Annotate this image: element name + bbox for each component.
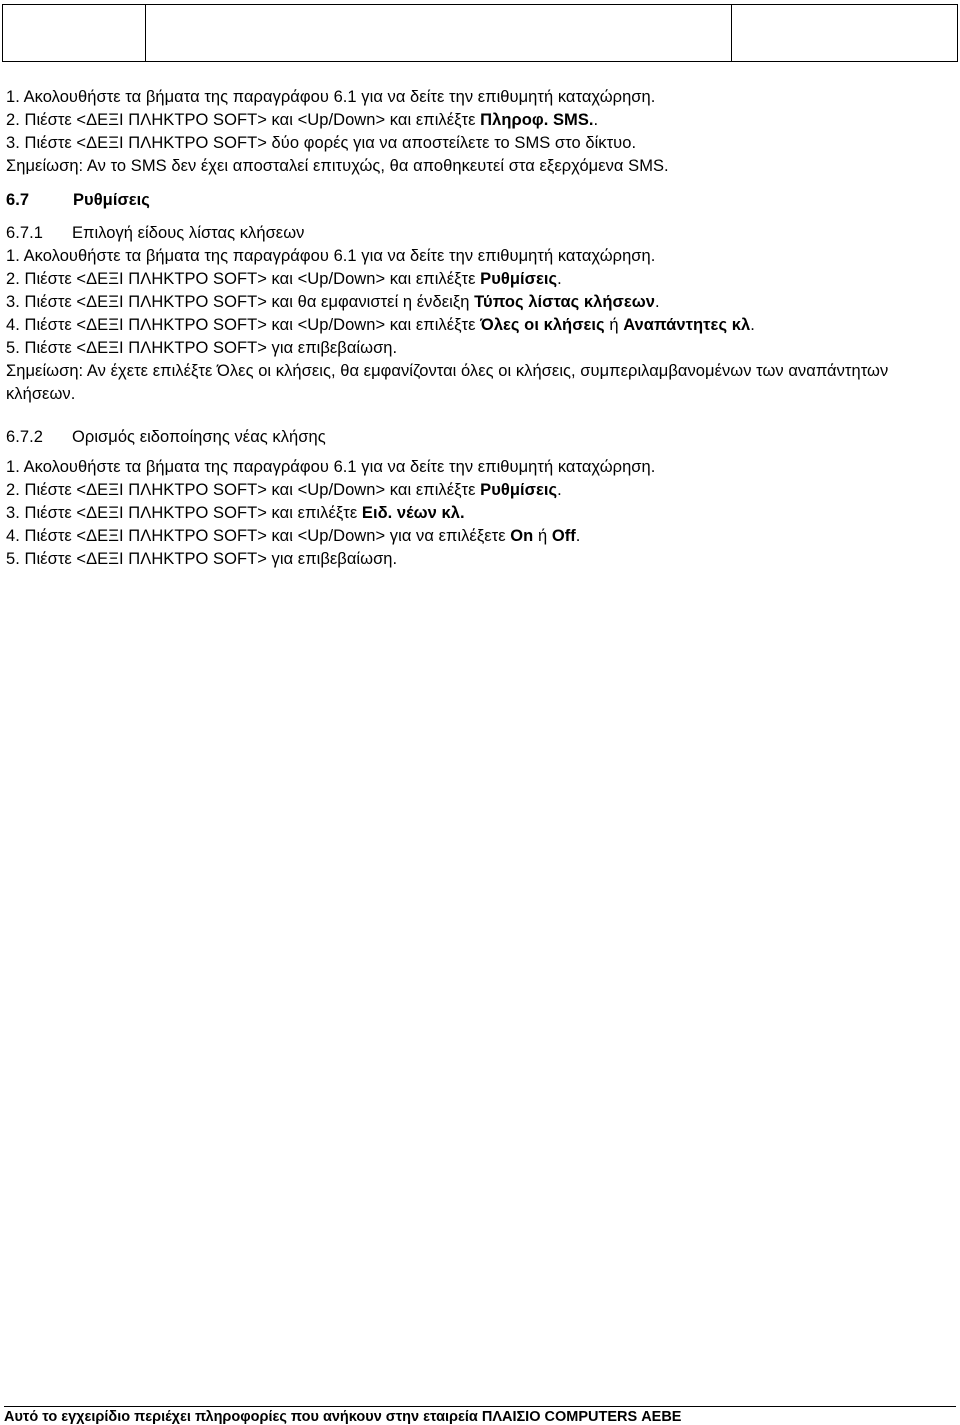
- s671-step-3-bold: Τύπος λίστας κλήσεων: [474, 293, 655, 311]
- s672-step-1: 1. Ακολουθήστε τα βήματα της παραγράφου 6.1 για να δείτε την επιθυμητή καταχώρηση.: [6, 458, 656, 476]
- s671-step-2-text: 2. Πιέστε <ΔΕΞΙ ΠΛΗΚΤΡΟ SOFT> και <Up/Down> και επιλέξτε: [6, 270, 481, 288]
- s671-step-4-text: 4. Πιέστε <ΔΕΞΙ ΠΛΗΚΤΡΟ SOFT> και <Up/Down> και επιλέξτε: [6, 316, 481, 334]
- section-number: 6.7.2: [6, 428, 43, 446]
- s672-step-4-suffix: .: [575, 527, 581, 545]
- page-header-table: [2, 4, 958, 62]
- s672-step-3-text: 3. Πιέστε <ΔΕΞΙ ΠΛΗΚΤΡΟ SOFT> και επιλέξτε: [6, 504, 362, 522]
- section-title: Ορισμός ειδοποίησης νέας κλήσης: [72, 428, 326, 446]
- s671-step-4-mid: ή: [604, 316, 624, 334]
- s671-step-3-suffix: .: [654, 293, 660, 311]
- s671-step-4-bold-2: Αναπάντητες κλ: [623, 316, 751, 334]
- s671-step-2-suffix: .: [557, 270, 562, 288]
- s672-step-2-text: 2. Πιέστε <ΔΕΞΙ ΠΛΗΚΤΡΟ SOFT> και <Up/Down> και επιλέξτε: [6, 481, 481, 499]
- s672-step-2-bold: Ρυθμίσεις: [480, 481, 558, 499]
- section-6-7-2-heading: [6, 426, 950, 449]
- header-info-cell: [732, 5, 957, 61]
- s671-step-2: [6, 268, 950, 291]
- s671-step-4: [6, 314, 950, 337]
- s672-step-3-bold: Ειδ. νέων κλ.: [361, 504, 465, 522]
- header-title-cell: [146, 5, 732, 61]
- top-step-2: [6, 109, 950, 132]
- s672-step-2-suffix: .: [557, 481, 562, 499]
- s671-step-4-suffix: .: [750, 316, 755, 334]
- s672-step-4-text: 4. Πιέστε <ΔΕΞΙ ΠΛΗΚΤΡΟ SOFT> και <Up/Down> για να επιλέξετε: [6, 527, 511, 545]
- document-body: [6, 86, 950, 571]
- top-step-2-bold: Πληροφ. SMS.: [480, 111, 594, 129]
- section-number: 6.7: [6, 191, 30, 209]
- top-step-2-text: 2. Πιέστε <ΔΕΞΙ ΠΛΗΚΤΡΟ SOFT> και <Up/Down> και επιλέξτε: [6, 111, 481, 129]
- s671-step-2-bold: Ρυθμίσεις: [480, 270, 558, 288]
- s671-step-4-bold-1: Όλες οι κλήσεις: [480, 316, 605, 334]
- s672-step-2: [6, 479, 950, 502]
- s671-step-3-text: 3. Πιέστε <ΔΕΞΙ ΠΛΗΚΤΡΟ SOFT> και θα εμφανιστεί η ένδειξη: [6, 293, 475, 311]
- s672-step-5: 5. Πιέστε <ΔΕΞΙ ΠΛΗΚΤΡΟ SOFT> για επιβεβαίωση.: [6, 550, 398, 568]
- section-title: Επιλογή είδους λίστας κλήσεων: [72, 224, 305, 242]
- s671-step-1: 1. Ακολουθήστε τα βήματα της παραγράφου 6.1 για να δείτε την επιθυμητή καταχώρηση.: [6, 247, 656, 265]
- s672-step-3: [6, 502, 950, 525]
- s671-step-5: 5. Πιέστε <ΔΕΞΙ ΠΛΗΚΤΡΟ SOFT> για επιβεβαίωση.: [6, 339, 398, 357]
- s671-note: Σημείωση: Αν έχετε επιλέξτε Όλες οι κλήσεις, θα εμφανίζονται όλες οι κλήσεις, συμπεριλαμβανομένων των αναπάντητων κλήσεων.: [6, 362, 889, 403]
- section-number: 6.7.1: [6, 224, 43, 242]
- top-step-2-suffix: .: [593, 111, 599, 129]
- top-step-3: 3. Πιέστε <ΔΕΞΙ ΠΛΗΚΤΡΟ SOFT> δύο φορές για να αποστείλετε το SMS στο δίκτυο.: [6, 134, 637, 152]
- top-note: Σημείωση: Αν το SMS δεν έχει αποσταλεί επιτυχώς, θα αποθηκευτεί στα εξερχόμενα SMS.: [6, 157, 669, 175]
- header-logo-cell: [3, 5, 146, 61]
- section-6-7-1-heading: [6, 222, 950, 245]
- s672-step-4-bold-1: On: [510, 527, 534, 545]
- s672-step-4: [6, 525, 950, 548]
- section-title: Ρυθμίσεις: [73, 191, 150, 209]
- top-step-1: 1. Ακολουθήστε τα βήματα της παραγράφου 6.1 για να δείτε την επιθυμητή καταχώρηση.: [6, 88, 656, 106]
- section-6-7-heading: [6, 189, 950, 212]
- s672-step-4-mid: ή: [533, 527, 552, 545]
- page-footer: Αυτό το εγχειρίδιο περιέχει πληροφορίες που ανήκουν στην εταιρεία ΠΛΑΙΣΙΟ COMPUTERS ΑΕΒΕ: [4, 1406, 956, 1425]
- s672-step-4-bold-2: Off: [551, 527, 576, 545]
- s671-step-3: [6, 291, 950, 314]
